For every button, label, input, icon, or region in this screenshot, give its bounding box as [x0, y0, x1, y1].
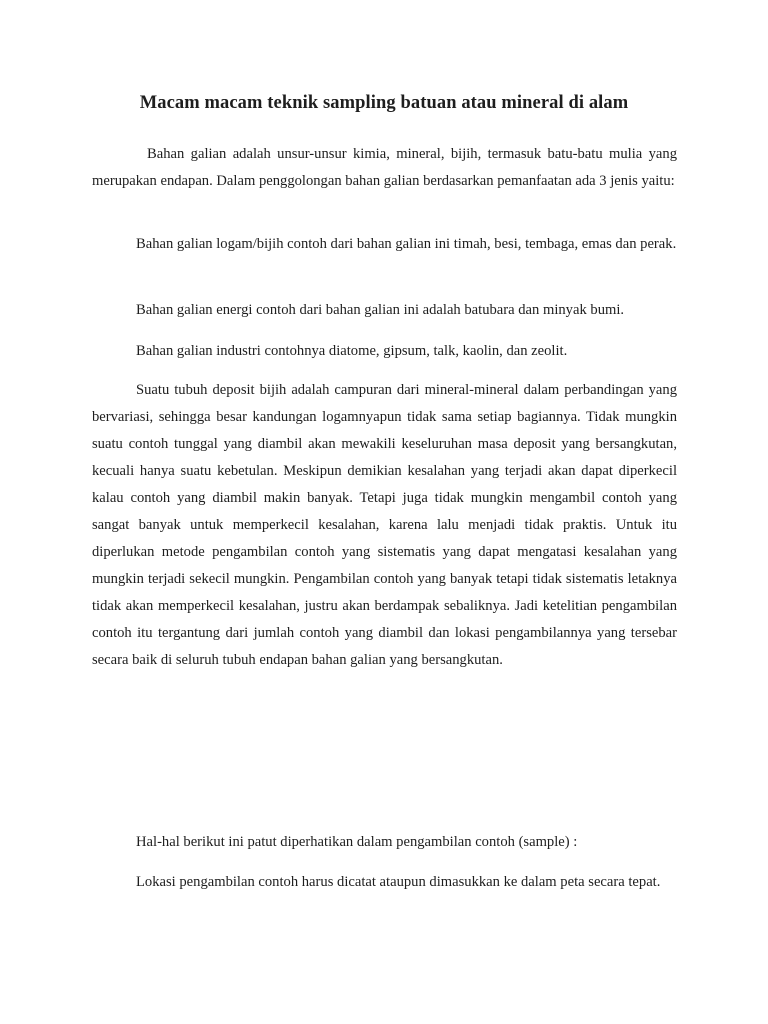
list-item: Bahan galian industri contohnya diatome, gipsum, talk, kaolin, dan zeolit.	[136, 343, 568, 359]
body-paragraph: Suatu tubuh deposit bijih adalah campuran dari mineral-mineral dalam perbandingan yang bervariasi, sehingga besar kandungan logamnyapun tidak sama setiap bagiannya. Tidak mungkin suatu contoh tunggal yang diambil akan mewakili keseluruhan masa deposit yang bersangkutan, kecuali hanya suatu kebetulan. Meskipun demikian kesalahan yang terjadi akan dapat diperkecil kalau contoh yang diambil makin banyak. Tetapi juga tidak mungkin mengambil contoh yang sangat banyak untuk memperkecil kesalahan, karena lalu menjadi tidak praktis. Untuk itu diperlukan metode pengambilan contoh yang sistematis yang dapat mengatasi kesalahan yang mungkin terjadi sekecil mungkin. Pengambilan contoh yang banyak tetapi tidak sistematis letaknya tidak akan memperkecil kesalahan, justru akan berdampak sebaliknya. Jadi ketelitian pengambilan contoh itu tergantung dari jumlah contoh yang diambil dan lokasi pengambilannya yang tersebar secara baik di seluruh tubuh endapan bahan galian yang bersangkutan.	[92, 382, 677, 668]
list-item: Bahan galian energi contoh dari bahan galian ini adalah batubara dan minyak bumi.	[136, 302, 625, 318]
list-item: Bahan galian logam/bijih contoh dari bahan galian ini timah, besi, tembaga, emas dan perak.	[136, 236, 677, 252]
list-item: Lokasi pengambilan contoh harus dicatat ataupun dimasukkan ke dalam peta secara tepat.	[136, 874, 661, 890]
notes-heading: Hal-hal berikut ini patut diperhatikan dalam pengambilan contoh (sample) :	[136, 834, 578, 850]
intro-paragraph: Bahan galian adalah unsur-unsur kimia, mineral, bijih, termasuk batu-batu mulia yang merupakan endapan. Dalam penggolongan bahan galian berdasarkan pemanfaatan ada 3 jenis yaitu:	[92, 146, 677, 189]
document-title: Macam macam teknik sampling batuan atau mineral di alam	[139, 93, 629, 113]
